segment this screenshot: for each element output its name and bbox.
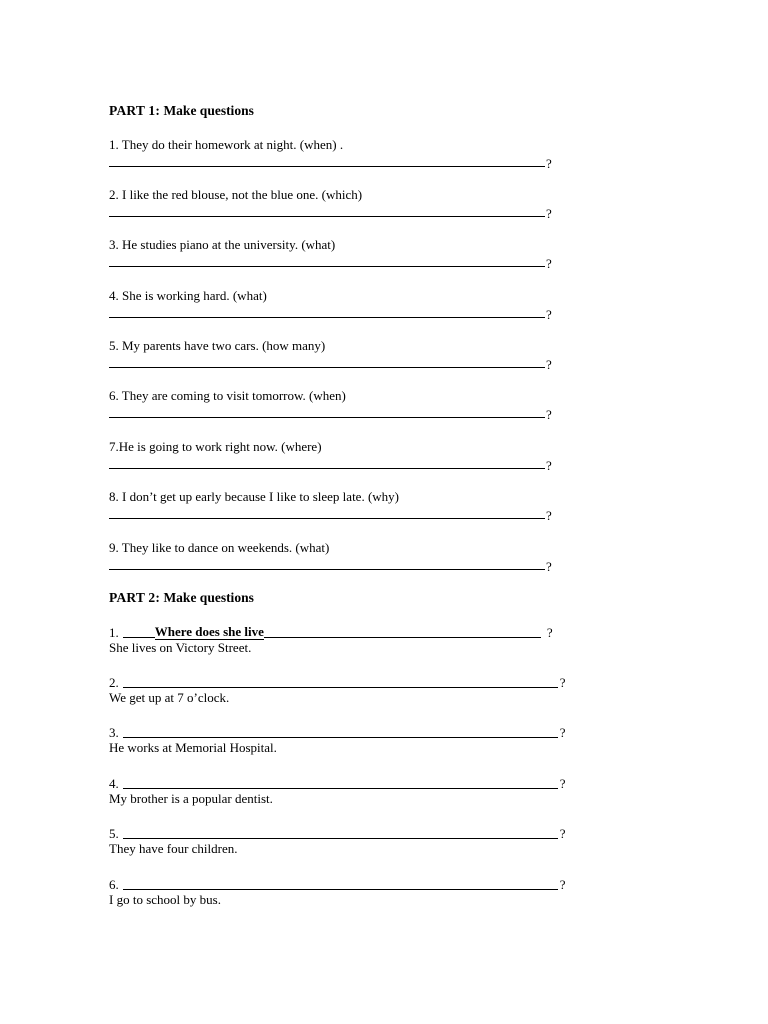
part1-label: PART 1: [109,103,161,118]
part1-title: Make questions [163,103,254,118]
question-prompt: 3. He studies piano at the university. (what) [109,237,336,252]
part2-title: Make questions [163,590,254,605]
question-mark: ? [546,407,552,422]
part1-question-3 [109,237,569,271]
given-answer: They have four children. [109,841,238,856]
question-mark: ? [559,826,566,841]
part1-heading [109,103,254,119]
question-mark: ? [546,156,552,171]
given-answer: We get up at 7 o’clock. [109,690,230,705]
question-mark: ? [546,625,553,640]
question-mark: ? [546,357,552,372]
part2-item-4 [109,774,589,807]
part2-heading [109,590,254,606]
item-number: 3. [109,725,119,740]
part1-question-7 [109,439,569,473]
example-question: Where does she live [154,624,264,639]
answer-line[interactable] [109,569,545,570]
part1-question-4 [109,288,569,322]
part2-item-2 [109,673,589,706]
question-mark: ? [546,206,552,221]
given-answer: My brother is a popular dentist. [109,791,273,806]
given-answer: She lives on Victory Street. [109,640,252,655]
answer-line[interactable] [123,737,558,738]
answer-line-lead [123,637,155,638]
answer-line[interactable] [109,468,545,469]
part2-item-6 [109,875,589,908]
part1-question-5 [109,338,569,372]
answer-line[interactable] [109,317,545,318]
part2-item-3 [109,723,589,756]
question-prompt: 5. My parents have two cars. (how many) [109,338,326,353]
question-prompt: 2. I like the red blouse, not the blue one. (which) [109,187,363,202]
question-mark: ? [546,508,552,523]
part2-example [109,623,589,656]
item-number: 1. [109,625,119,640]
part1-question-2 [109,187,569,221]
question-mark: ? [546,256,552,271]
question-prompt: 1. They do their homework at night. (when) . [109,137,344,152]
part1-question-8 [109,489,569,523]
answer-line[interactable] [109,266,545,267]
answer-line[interactable] [109,417,545,418]
part2-item-5 [109,824,589,857]
answer-line-tail [264,637,541,638]
part1-question-6 [109,388,569,422]
given-answer: I go to school by bus. [109,892,221,907]
answer-line[interactable] [109,166,545,167]
item-number: 4. [109,776,119,791]
question-mark: ? [546,307,552,322]
answer-line[interactable] [109,216,545,217]
answer-line[interactable] [123,838,558,839]
question-prompt: 4. She is working hard. (what) [109,288,267,303]
question-mark: ? [559,776,566,791]
question-mark: ? [559,877,566,892]
question-mark: ? [559,725,566,740]
part1-question-9 [109,540,569,574]
question-mark: ? [546,458,552,473]
question-prompt: 8. I don’t get up early because I like to sleep late. (why) [109,489,399,504]
item-number: 2. [109,675,119,690]
question-mark: ? [546,559,552,574]
part1-question-1 [109,137,569,171]
answer-line[interactable] [109,367,545,368]
question-prompt: 6. They are coming to visit tomorrow. (when) [109,388,346,403]
item-number: 6. [109,877,119,892]
answer-line[interactable] [109,518,545,519]
answer-line[interactable] [123,889,558,890]
item-number: 5. [109,826,119,841]
given-answer: He works at Memorial Hospital. [109,740,277,755]
question-prompt: 9. They like to dance on weekends. (what) [109,540,330,555]
part2-label: PART 2: [109,590,161,605]
question-prompt: 7.He is going to work right now. (where) [109,439,322,454]
answer-line[interactable] [123,687,558,688]
answer-line[interactable] [123,788,558,789]
question-mark: ? [559,675,566,690]
